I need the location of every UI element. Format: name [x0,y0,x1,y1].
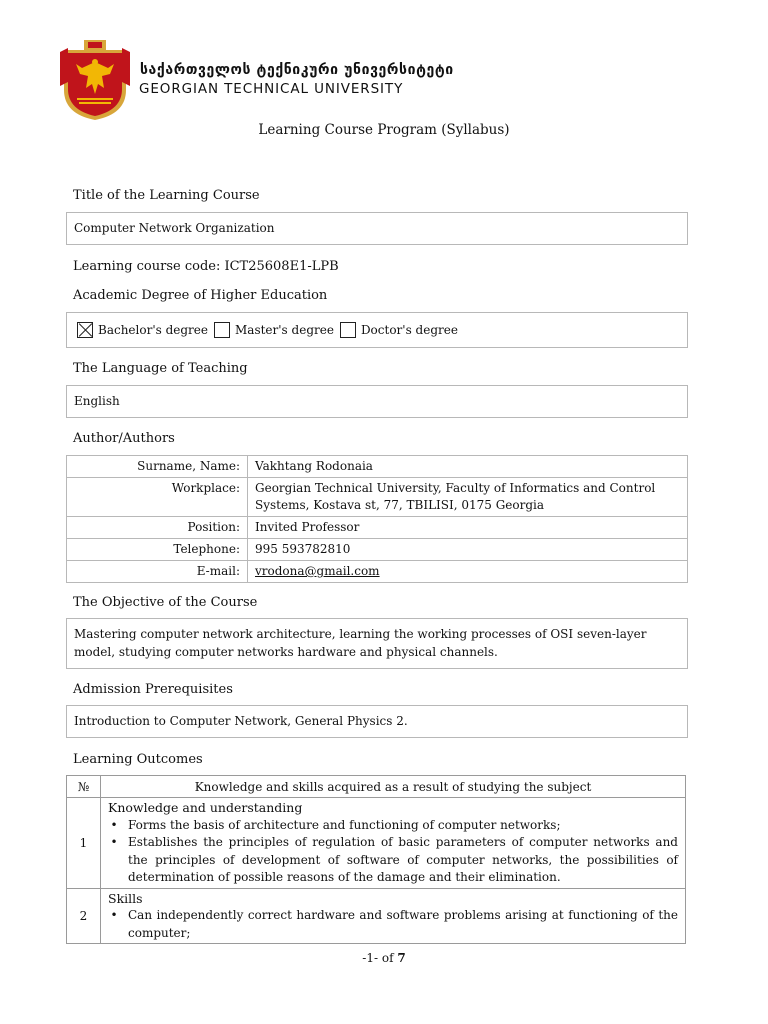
outcome-content [101,888,686,944]
list-item: • Can independently correct hardware and software problems arising at functioning of the computer; [128,907,678,942]
objective-value: Mastering computer network architecture, learning the working processes of OSI seven-layer model, studying computer networks hardware and physical channels. [74,627,647,659]
university-name-georgian: საქართველოს ტექნიკური უნივერსიტეტი [140,62,454,78]
university-logo [60,38,130,122]
workplace-key: Workplace: [67,478,248,517]
bachelor-label: Bachelor's degree [98,323,208,337]
doctor-checkbox[interactable] [340,322,356,338]
outcome-heading: Knowledge and understanding [108,800,303,815]
document-title: Learning Course Program (Syllabus) [258,122,510,138]
table-row [67,561,688,583]
degree-box [66,312,688,348]
table-row [67,517,688,539]
position-key: Position: [67,517,248,539]
email-key: E-mail: [67,561,248,583]
telephone-value: 995 593782810 [248,539,688,561]
course-title-box [66,212,688,245]
list-item: • Establishes the principles of regulation of basic parameters of computer networks and the principles of development of software of computer networks, the possibilities of determination of possible reasons of the damage and their elimination. [128,834,678,887]
table-row [67,888,686,944]
language-value: English [74,394,120,408]
surname-value: Vakhtang Rodonaia [248,456,688,478]
language-label: The Language of Teaching [73,361,248,376]
outcomes-label: Learning Outcomes [73,752,203,767]
table-row [67,456,688,478]
prerequisites-box [66,705,688,738]
col-number-header: № [67,776,101,798]
course-title-value: Computer Network Organization [74,221,275,235]
table-header-row [67,776,686,798]
table-row [67,478,688,517]
workplace-value: Georgian Technical University, Faculty of Informatics and Control Systems, Kostava st, 77, TBILISI, 0175 Georgia [248,478,688,517]
course-title-label: Title of the Learning Course [73,188,260,203]
doctor-label: Doctor's degree [360,323,458,337]
outcome-content [101,798,686,889]
authors-label: Author/Authors [73,431,175,446]
email-cell [248,561,688,583]
course-code: Learning course code: ICT25608E1-LPB [73,259,339,274]
page-total: 7 [397,951,406,965]
outcome-list [108,907,678,942]
table-row [67,539,688,561]
outcomes-table [66,775,686,944]
master-label: Master's degree [235,323,334,337]
language-box [66,385,688,418]
outcome-list [108,817,678,887]
telephone-key: Telephone: [67,539,248,561]
objective-box [66,618,688,669]
prerequisites-label: Admission Prerequisites [73,682,233,697]
degree-label: Academic Degree of Higher Education [73,288,328,303]
surname-key: Surname, Name: [67,456,248,478]
university-name-english: GEORGIAN TECHNICAL UNIVERSITY [139,81,404,97]
email-link[interactable]: vrodona@gmail.com [255,564,380,578]
table-row [67,798,686,889]
list-item: • Forms the basis of architecture and functioning of computer networks; [128,817,678,835]
page-of: of [381,951,394,965]
page-number [0,951,768,965]
col-description-header: Knowledge and skills acquired as a result of studying the subject [101,776,686,798]
authors-table [66,455,688,583]
coat-of-arms-icon [60,38,130,122]
outcome-heading: Skills [108,890,143,906]
master-checkbox[interactable] [214,322,230,338]
objective-label: The Objective of the Course [73,595,258,610]
prerequisites-value: Introduction to Computer Network, General Physics 2. [74,714,408,728]
bachelor-checkbox[interactable] [77,322,93,338]
outcome-number: 1 [67,798,101,889]
page-current: -1- [362,951,379,965]
outcome-number: 2 [67,888,101,944]
position-value: Invited Professor [248,517,688,539]
